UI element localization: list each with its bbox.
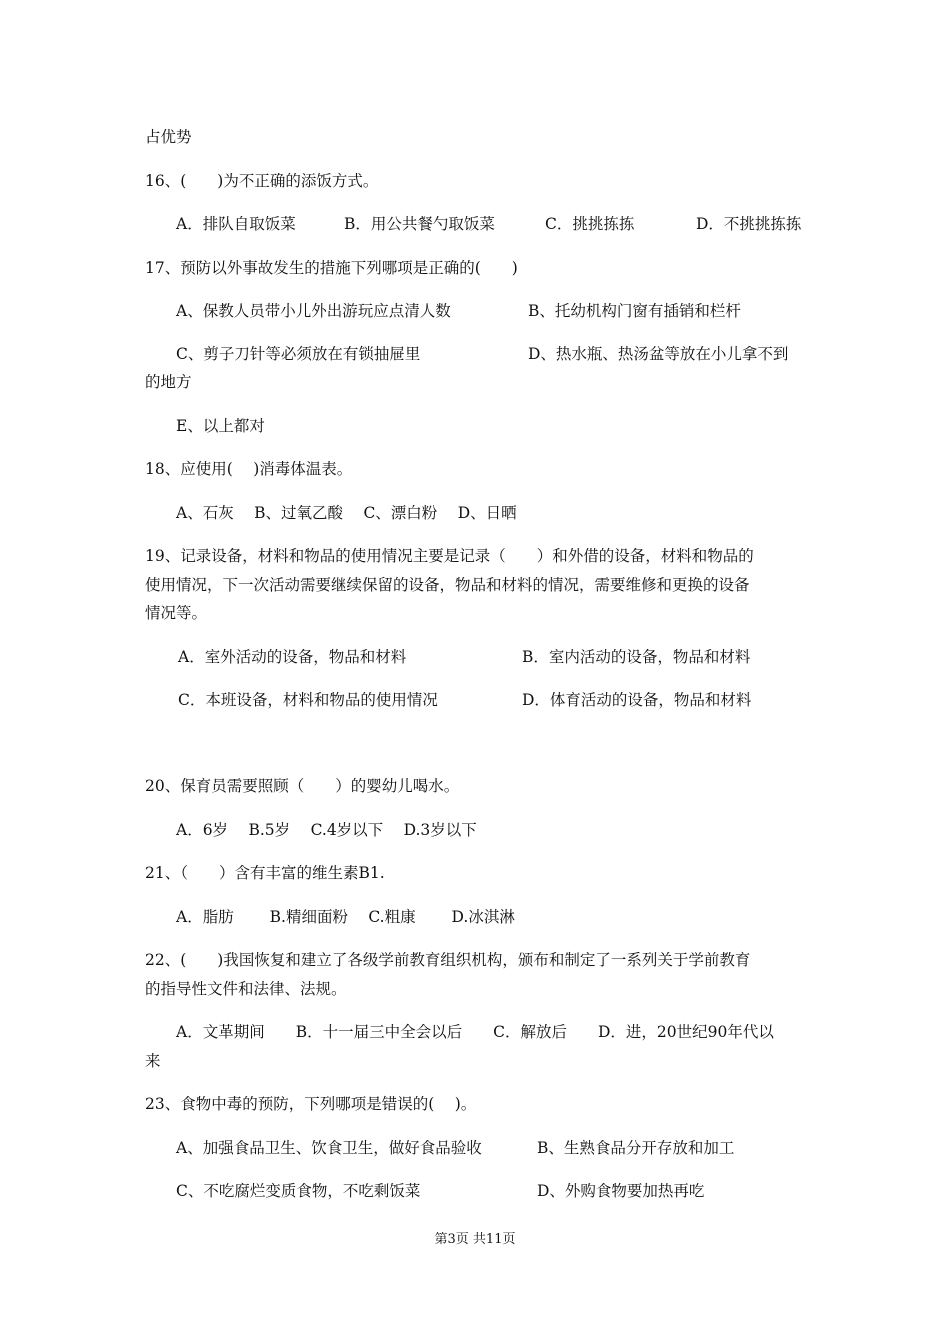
question-22-options: A．文革期间 B．十一届三中全会以后 C．解放后 D．进，20世纪90年代以 [176,1023,774,1041]
question-21-stem: 21、（ ）含有丰富的维生素B1. [145,864,385,882]
question-22-stem-line-2: 的指导性文件和法律、法规。 [145,980,347,998]
question-17-option-e: E、以上都对 [176,417,265,435]
question-17-option-d-continued: 的地方 [145,373,192,391]
question-18-options: A、石灰 B、过氧乙酸 C、漂白粉 D、日晒 [176,504,517,522]
question-21-options: A．脂肪 B.精细面粉 C.粗康 D.冰淇淋 [176,908,515,926]
question-19-stem-line-3: 情况等。 [145,604,208,622]
question-23-option-b: B、生熟食品分开存放和加工 [537,1139,735,1157]
question-18-stem: 18、应使用( )消毒体温表。 [145,460,353,478]
question-23-option-a: A、加强食品卫生、饮食卫生，做好食品验收 [176,1139,482,1157]
question-19-option-c: C．本班设备，材料和物品的使用情况 [178,691,438,709]
question-17-stem: 17、预防以外事故发生的措施下列哪项是正确的( ) [145,259,518,277]
page-footer: 第3页 共11页 [434,1232,516,1247]
question-19-option-d: D．体育活动的设备，物品和材料 [522,691,752,709]
question-23-option-d: D、外购食物要加热再吃 [537,1182,705,1200]
question-16-option-a: A．排队自取饭菜 [176,215,296,233]
question-19-option-a: A．室外活动的设备，物品和材料 [178,648,407,666]
question-17-option-b: B、托幼机构门窗有插销和栏杆 [528,302,741,320]
question-19-stem-line-2: 使用情况，下一次活动需要继续保留的设备，物品和材料的情况，需要维修和更换的设备 [145,576,750,594]
question-16-option-b: B．用公共餐勺取饭菜 [344,215,495,233]
question-19-stem-line-1: 19、记录设备，材料和物品的使用情况主要是记录（ ）和外借的设备，材料和物品的 [145,547,754,565]
question-17-option-d: D、热水瓶、热汤盆等放在小儿拿不到 [528,345,789,363]
question-23-stem: 23、食物中毒的预防，下列哪项是错误的( )。 [145,1095,477,1113]
question-22-options-continued: 来 [145,1052,161,1070]
question-16-option-c: C．挑挑拣拣 [545,215,635,233]
question-17-option-a: A、保教人员带小儿外出游玩应点清人数 [176,302,451,320]
continued-text: 占优势 [145,128,192,146]
question-16-stem: 16、( )为不正确的添饭方式。 [145,172,379,190]
question-20-stem: 20、保育员需要照顾（ ）的婴幼儿喝水。 [145,777,460,795]
question-16-option-d: D．不挑挑拣拣 [696,215,802,233]
question-19-option-b: B．室内活动的设备，物品和材料 [522,648,751,666]
question-22-stem-line-1: 22、( )我国恢复和建立了各级学前教育组织机构，颁布和制定了一系列关于学前教育 [145,951,751,969]
question-23-option-c: C、不吃腐烂变质食物，不吃剩饭菜 [176,1182,421,1200]
question-20-options: A．6岁 B.5岁 C.4岁以下 D.3岁以下 [176,821,477,839]
question-17-option-c: C、剪子刀针等必须放在有锁抽屉里 [176,345,421,363]
